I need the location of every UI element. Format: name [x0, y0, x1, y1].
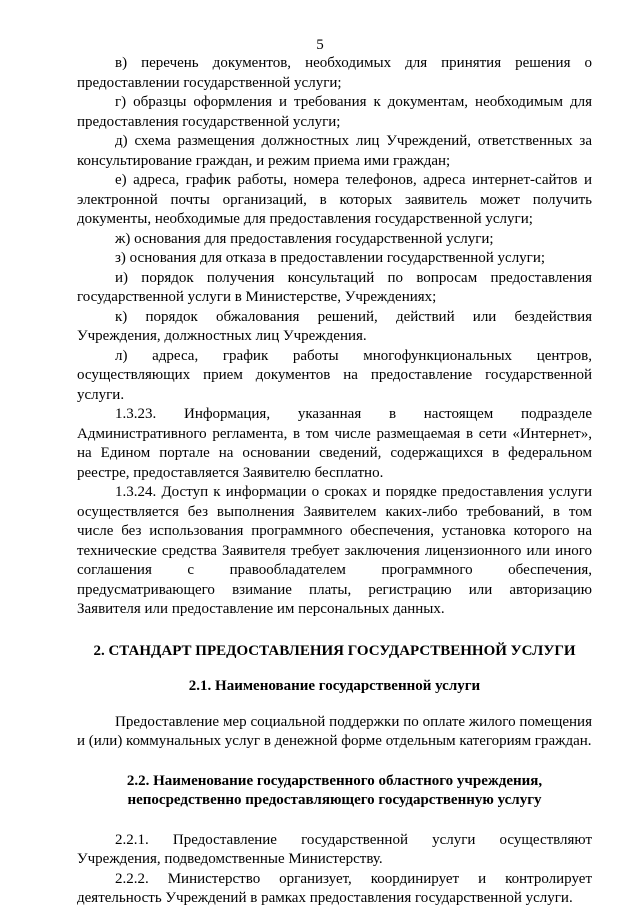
list-item-g: г) образцы оформления и требования к документам, необходимым для предоставления государственной услуги; [77, 94, 592, 130]
list-item-v: в) перечень документов, необходимых для принятия решения о предоставлении государственной услуги; [77, 55, 592, 91]
subsection-2-2-heading [77, 772, 592, 811]
subsection-2-1-text: Предоставление мер социальной поддержки по оплате жилого помещения и (или) коммунальных услуг в денежной форме отдельным категориям граждан. [77, 713, 592, 749]
list-item-d: д) схема размещения должностных лиц Учреждений, ответственных за консультирование граждан, и режим приема ими граждан; [77, 133, 592, 169]
page-number: 5 [316, 37, 324, 53]
subsection-2-2-heading-line1: 2.2. Наименование государственного областного учреждения, [126, 772, 543, 789]
paragraph-2-2-1: 2.2.1. Предоставление государственной услуги осуществляют Учреждения, подведомственные Министерству. [77, 831, 592, 867]
paragraph-1-3-24: 1.3.24. Доступ к информации о сроках и порядке предоставления услуги осуществляется без выполнения Заявителем каких-либо требований, в том числе без использования программного обеспечения, установка которого на технические средства Заявителя требует заключения лицензионного или иного соглашения с правообладателем программного обеспечения, предусматривающего взимание платы, регистрацию или авторизацию Заявителя или предоставление им персональных данных. [77, 484, 592, 617]
section-2-heading: 2. СТАНДАРТ ПРЕДОСТАВЛЕНИЯ ГОСУДАРСТВЕННОЙ УСЛУГИ [93, 642, 576, 659]
list-item-k: к) порядок обжалования решений, действий или бездействия Учреждения, должностных лиц Учреждения. [77, 308, 592, 344]
list-item-l: л) адреса, график работы многофункциональных центров, осуществляющих прием документов на предоставление государственной услуги. [77, 347, 592, 403]
paragraph-2-2-2: 2.2.2. Министерство организует, координирует и контролирует деятельность Учреждений в рамках предоставления государственной услуги. [77, 870, 592, 906]
subsection-2-2-heading-line2: непосредственно предоставляющего государственную услугу [127, 792, 542, 808]
page-content [77, 54, 592, 909]
list-item-zh: ж) основания для предоставления государственной услуги; [115, 230, 494, 247]
list-item-i: и) порядок получения консультаций по вопросам предоставления государственной услуги в Министерстве, Учреждениях; [77, 269, 592, 305]
list-item-e: е) адреса, график работы, номера телефонов, адреса интернет-сайтов и электронной почты организаций, в которых заявитель может получить документы, необходимые для предоставления государственной услуги; [77, 172, 592, 227]
subsection-2-1-heading: 2.1. Наименование государственной услуги [188, 678, 481, 694]
paragraph-1-3-23: 1.3.23. Информация, указанная в настоящем подразделе Административного регламента, в том числе размещаемая в сети «Интернет», на Едином портале на основании сведений, содержащихся в федеральном реестре, предоставляется Заявителю бесплатно. [77, 406, 592, 481]
list-item-z: з) основания для отказа в предоставлении государственной услуги; [115, 250, 546, 266]
